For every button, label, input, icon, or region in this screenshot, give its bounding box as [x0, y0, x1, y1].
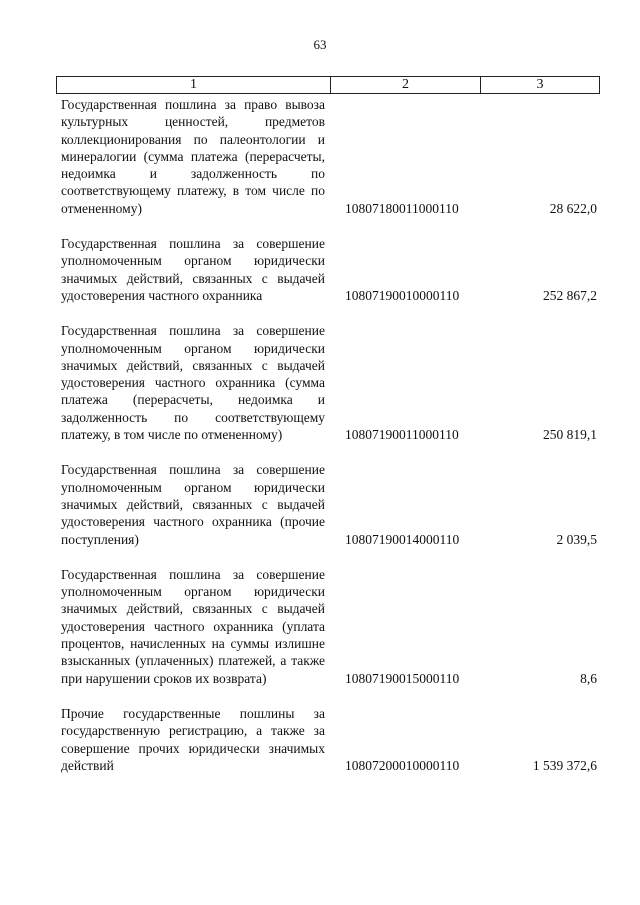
table-row	[56, 322, 600, 443]
table-row	[56, 96, 600, 217]
row-amount: 1 539 372,6	[532, 757, 597, 773]
table-row	[56, 705, 600, 774]
row-description: Прочие государственные пошлины за государственную регистрацию, а также за совершение прочих юридически значимых действий	[61, 705, 325, 773]
table-row	[56, 461, 600, 547]
column-header-2: 2	[331, 77, 481, 93]
budget-table	[56, 76, 600, 792]
row-amount: 28 622,0	[549, 200, 597, 216]
page-number: 63	[313, 37, 327, 52]
table-row	[56, 566, 600, 687]
row-code: 10807200010000110	[345, 757, 460, 773]
column-header-1: 1	[57, 77, 331, 93]
row-description: Государственная пошлина за совершение уполномоченным органом юридически значимых действий, связанных с выдачей удостоверения частного охранника (сумма платежа (перерасчеты, недоимка и задолженность по соответствующему платежу, в том числе по отмененному)	[61, 323, 325, 443]
row-description: Государственная пошлина за совершение уполномоченным органом юридически значимых действий, связанных с выдачей удостоверения частного охранника (уплата процентов, начисленных на суммы излишне взысканных (уплаченных) платежей, а также при нарушении сроков их возврата)	[61, 566, 325, 686]
row-code: 10807190015000110	[345, 670, 460, 686]
table-row	[56, 235, 600, 304]
row-amount: 252 867,2	[543, 287, 597, 303]
row-code: 10807180011000110	[345, 200, 459, 216]
row-code: 10807190014000110	[345, 531, 460, 547]
row-description: Государственная пошлина за совершение уполномоченным органом юридически значимых действий, связанных с выдачей удостоверения частного охранника (прочие поступления)	[61, 462, 325, 547]
column-header-3: 3	[536, 77, 544, 92]
row-code: 10807190011000110	[345, 427, 459, 443]
row-amount: 2 039,5	[556, 531, 597, 547]
row-amount: 250 819,1	[543, 427, 597, 443]
table-header	[56, 76, 600, 94]
row-description: Государственная пошлина за право вывоза культурных ценностей, предметов коллекционирования по палеонтологии и минералогии (сумма платежа (перерасчеты, недоимка и задолженность по соответствующему платежу, в том числе по отмененному)	[61, 97, 325, 216]
row-code: 10807190010000110	[345, 287, 460, 303]
row-amount: 8,6	[580, 670, 597, 686]
row-description: Государственная пошлина за совершение уполномоченным органом юридически значимых действий, связанных с выдачей удостоверения частного охранника	[61, 236, 325, 303]
